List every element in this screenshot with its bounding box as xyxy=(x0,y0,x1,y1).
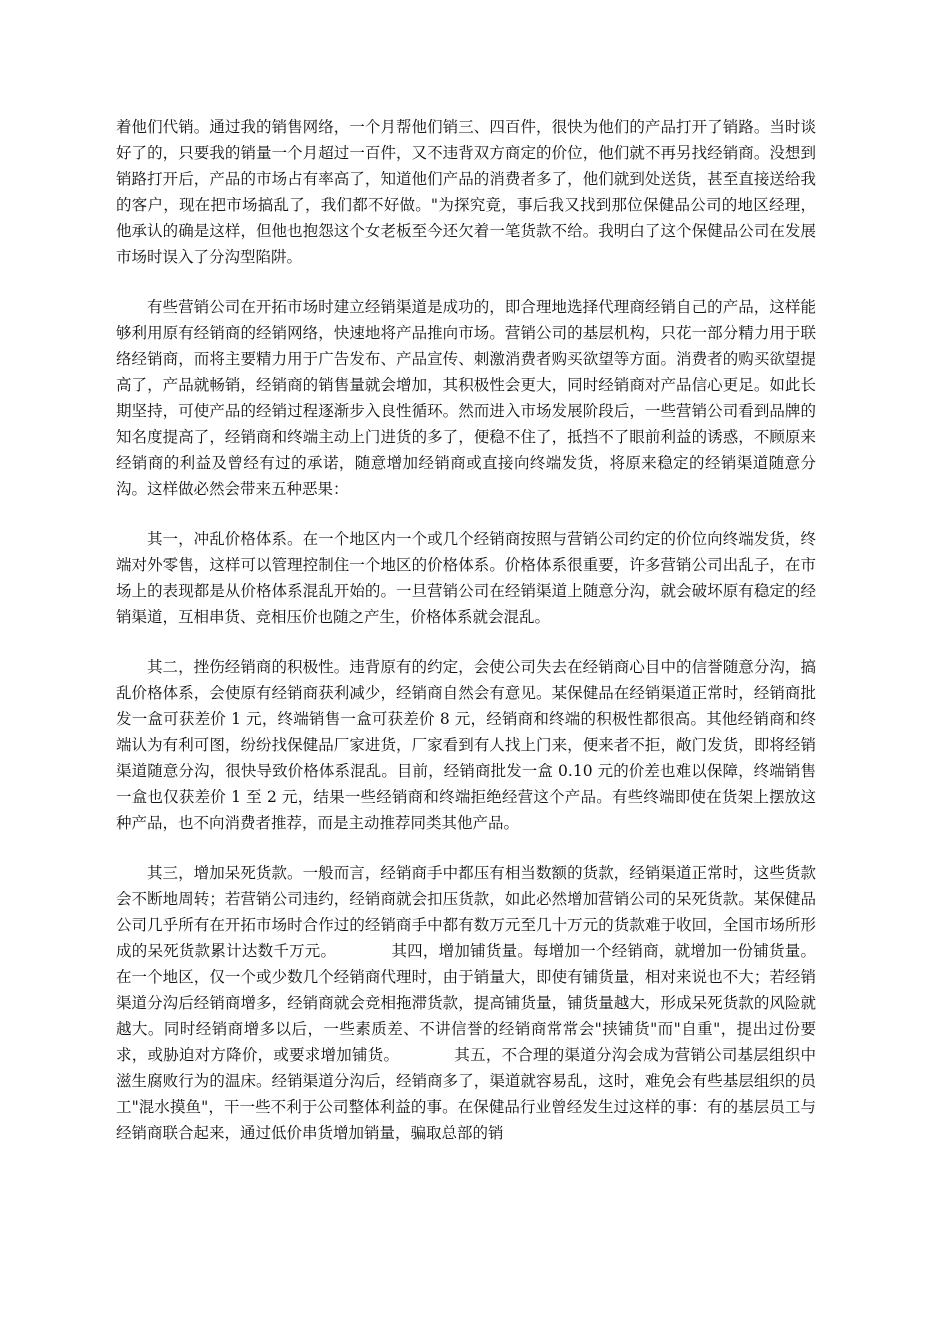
paragraph-point-three-to-five: 其三，增加呆死货款。一般而言，经销商手中都压有相当数额的货款，经销渠道正常时，这些货款会不断地周转；若营销公司违约，经销商就会扣压货款，如此必然增加营销公司的呆死货款。某保健品公司几乎所有在开拓市场时合作过的经销商手中都有数万元至几十万元的货款难于收回，全国市场所形成的呆死货款累计达数千万元。 其四，增加铺货量。每增加一个经销商，就增加一份铺货量。在一个地区，仅一个或少数几个经销商代理时，由于销量大，即使有铺货量，相对来说也不大；若经销渠道分沟后经销商增多，经销商就会竞相拖滞货款，提高铺货量，铺货量越大，形成呆死货款的风险就越大。同时经销商增多以后，一些素质差、不讲信誉的经销商常常会"挟铺货"而"自重"，提出过份要求，或胁迫对方降价，或要求增加铺货。 其五，不合理的渠道分沟会成为营销公司基层组织中滋生腐败行为的温床。经销渠道分沟后，经销商多了，渠道就容易乱，这时，难免会有些基层组织的员工"混水摸鱼"，干一些不利于公司整体利益的事。在保健品行业曾经发生过这样的事：有的基层员工与经销商联合起来，通过低价串货增加销量，骗取总部的销 xyxy=(116,864,816,1142)
paragraph-continuation: 着他们代销。通过我的销售网络，一个月帮他们销三、四百件，很快为他们的产品打开了销路。当时谈好了的，只要我的销量一个月超过一百件，又不违背双方商定的价位，他们就不再另找经销商。没想到销路打开后，产品的市场占有率高了，知道他们产品的消费者多了，他们就到处送货，甚至直接送给我的客户，现在把市场搞乱了，我们都不好做。"为探究竟，事后我又找到那位保健品公司的地区经理，他承认的确是这样，但他也抱怨这个女老板至今还欠着一笔货款不给。我明白了这个保健品公司在发展市场时误入了分沟型陷阱。 xyxy=(116,118,816,266)
document-body xyxy=(116,114,816,1170)
paragraph-point-one: 其一，冲乱价格体系。在一个地区内一个或几个经销商按照与营销公司约定的价位向终端发货，终端对外零售，这样可以管理控制住一个地区的价格体系。价格体系很重要，许多营销公司出乱子，在市场上的表现都是从价格体系混乱开始的。一旦营销公司在经销渠道上随意分沟，就会破坏原有稳定的经销渠道，互相串货、竞相压价也随之产生，价格体系就会混乱。 xyxy=(116,530,816,626)
paragraph-point-two: 其二，挫伤经销商的积极性。违背原有的约定，会使公司失去在经销商心目中的信誉随意分沟，搞乱价格体系，会使原有经销商获利减少，经销商自然会有意见。某保健品在经销渠道正常时，经销商批发一盒可获差价 1 元，终端销售一盒可获差价 8 元，经销商和终端的积极性都很高。其他经销商和终端认为有利可图，纷纷找保健品厂家进货，厂家看到有人找上门来，便来者不拒，敞门发货，即将经销渠道随意分沟，很快导致价格体系混乱。目前，经销商批发一盒 0.10 元的价差也难以保障，终端销售一盒也仅获差价 1 至 2 元，结果一些经销商和终端拒绝经营这个产品。有些终端即使在货架上摆放这种产品，也不向消费者推荐，而是主动推荐同类其他产品。 xyxy=(116,658,816,832)
paragraph-channel-intro: 有些营销公司在开拓市场时建立经销渠道是成功的，即合理地选择代理商经销自己的产品，这样能够利用原有经销商的经销网络，快速地将产品推向市场。营销公司的基层机构，只花一部分精力用于联络经销商，而将主要精力用于广告发布、产品宣传、刺激消费者购买欲望等方面。消费者的购买欲望提高了，产品就畅销，经销商的销售量就会增加，其积极性会更大，同时经销商对产品信心更足。如此长期坚持，可使产品的经销过程逐渐步入良性循环。然而进入市场发展阶段后，一些营销公司看到品牌的知名度提高了，经销商和终端主动上门进货的多了，便稳不住了，抵挡不了眼前利益的诱惑，不顾原来经销商的利益及曾经有过的承诺，随意增加经销商或直接向终端发货，将原来稳定的经销渠道随意分沟。这样做必然会带来五种恶果： xyxy=(116,298,816,498)
